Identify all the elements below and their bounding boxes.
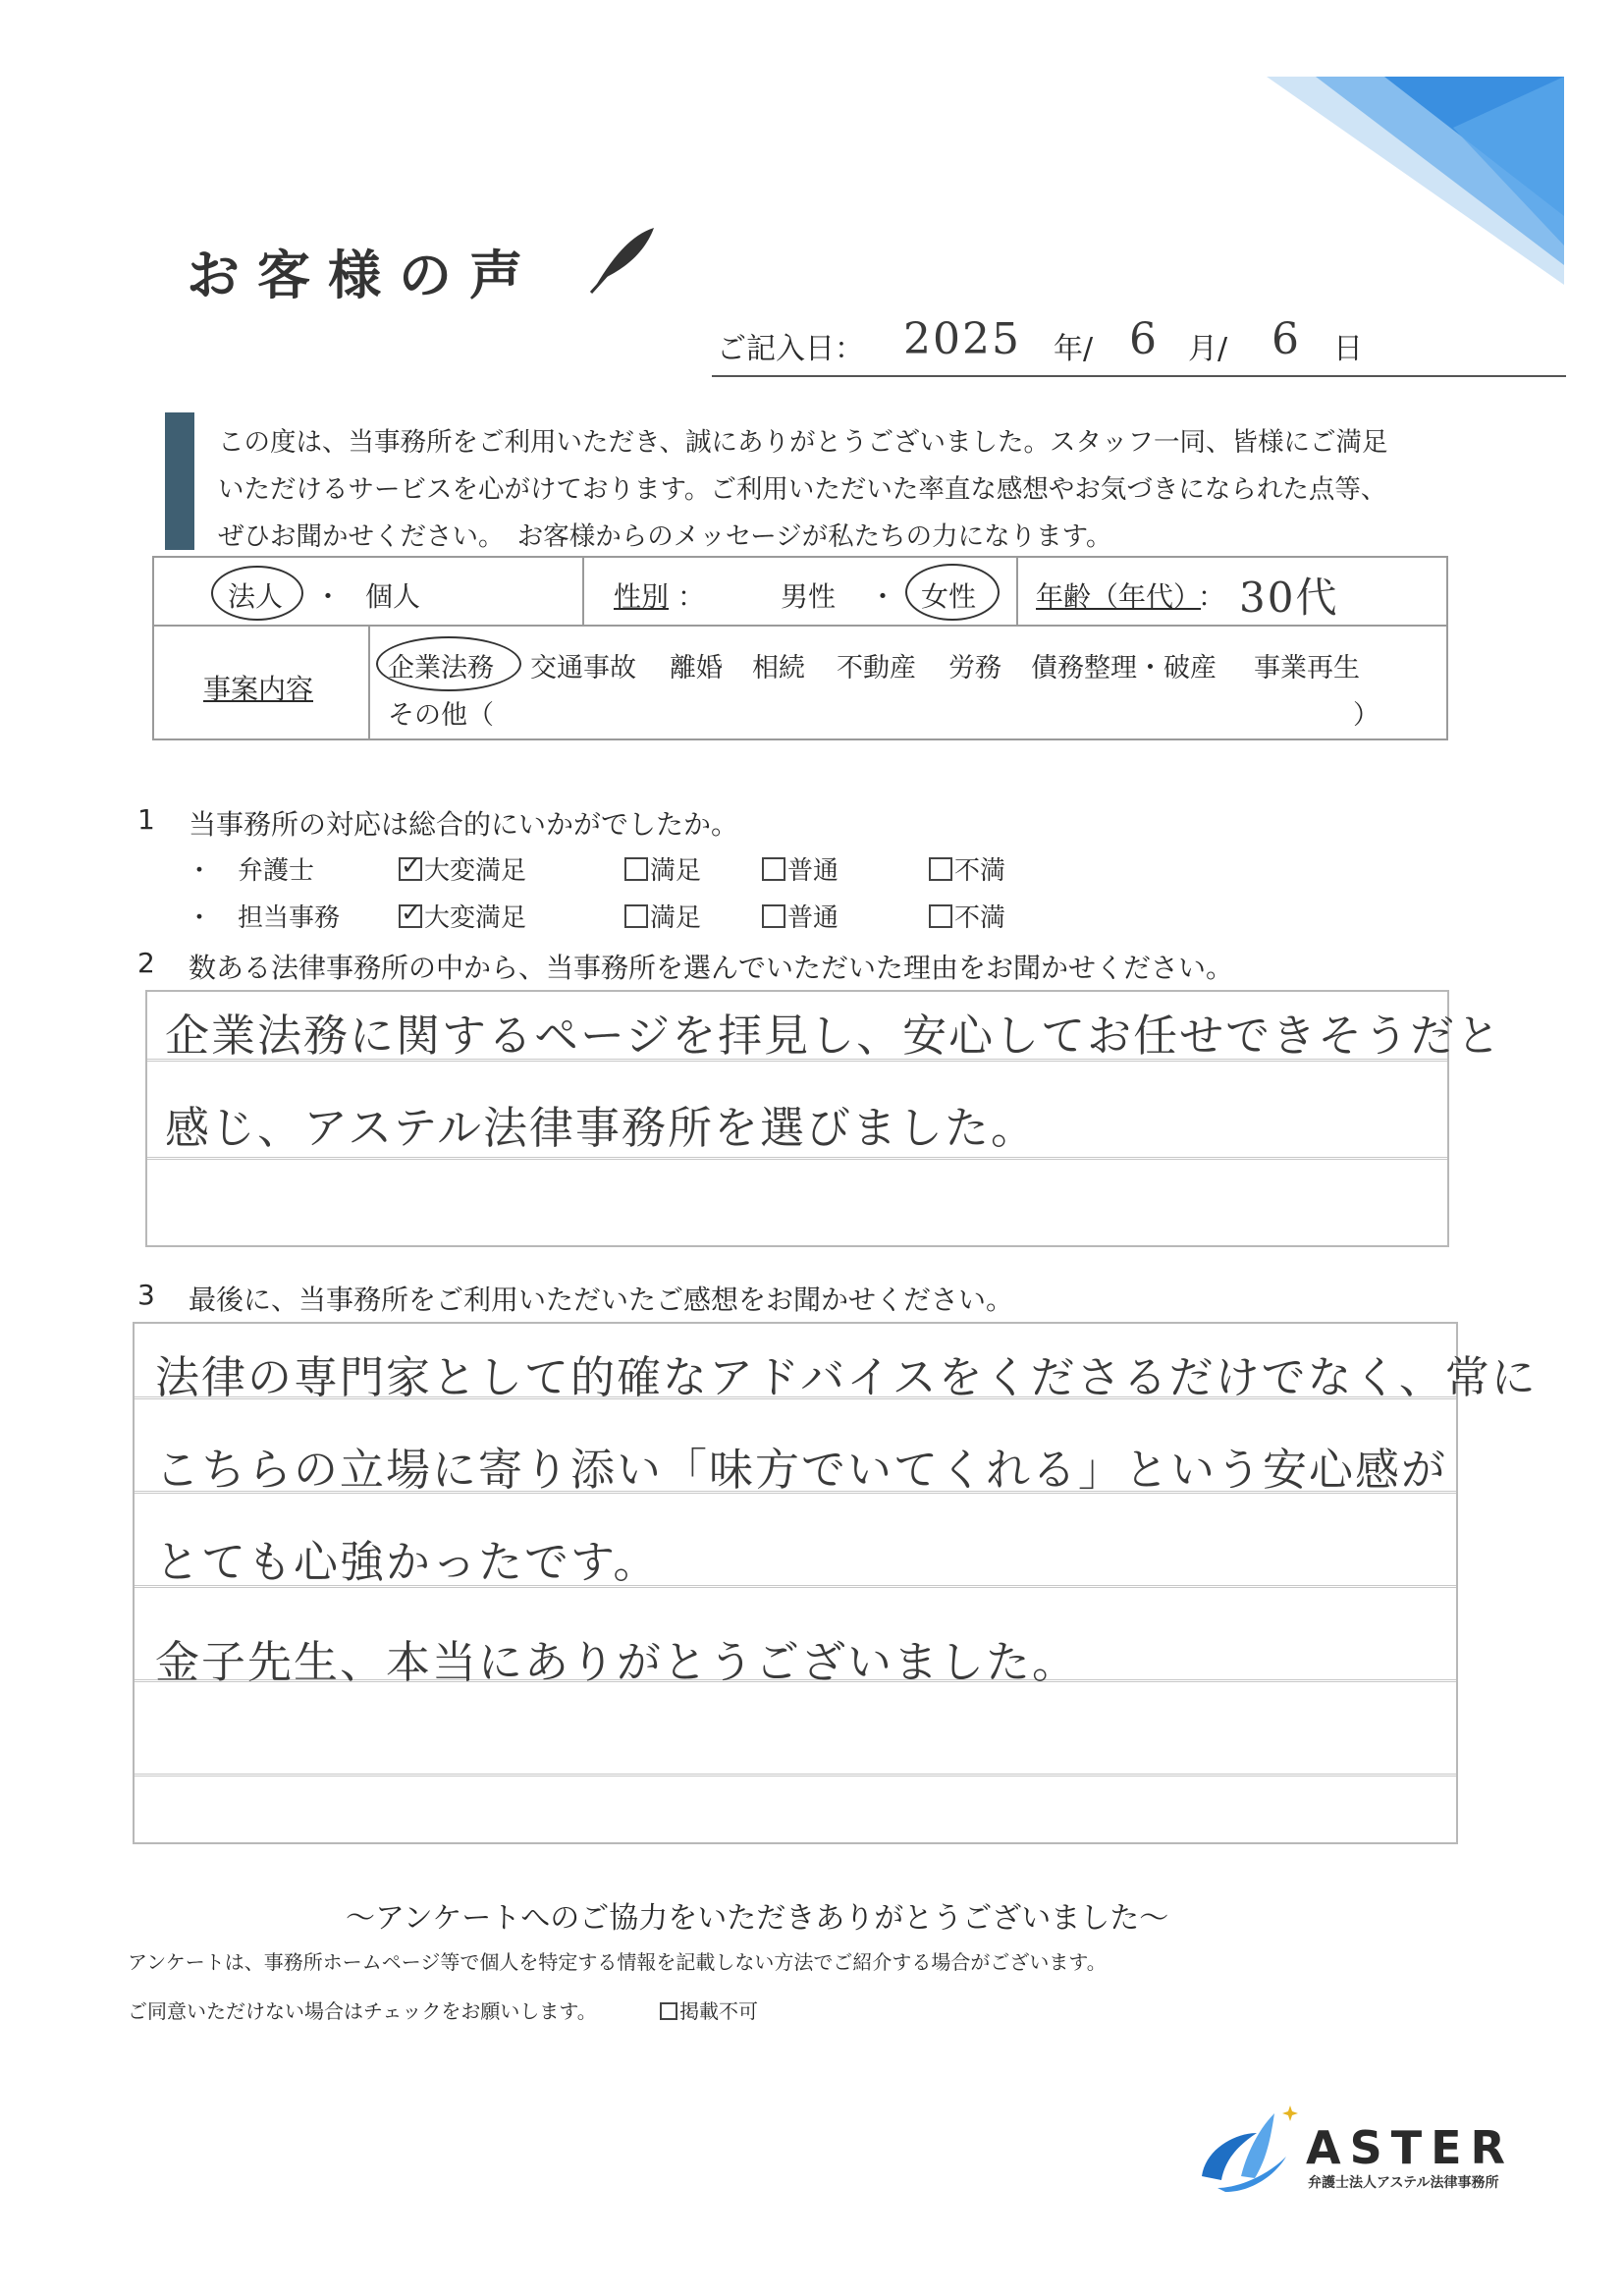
- age-value: 30代: [1239, 574, 1339, 622]
- q3-number: 3: [137, 1279, 155, 1311]
- date-underline: [712, 375, 1566, 377]
- date-day-unit: 日: [1333, 332, 1363, 366]
- q1-bullet: ・: [187, 903, 213, 933]
- checkbox-icon[interactable]: [762, 857, 785, 881]
- checkbox-icon[interactable]: [929, 904, 952, 928]
- checkbox-icon[interactable]: [929, 857, 952, 881]
- q1-option-dissatisfied[interactable]: [929, 898, 1005, 934]
- q1-option-satisfied[interactable]: [624, 898, 701, 934]
- date-label: ご記入日：: [717, 332, 864, 366]
- intro-line-3: ぜひお聞かせください。 お客様からのメッセージが私たちの力になります。: [218, 521, 1112, 552]
- q1-number: 1: [137, 803, 155, 836]
- checkbox-checked-icon[interactable]: [399, 857, 422, 881]
- intro-accent-bar: [165, 412, 194, 550]
- case-item-revitalization[interactable]: 事業再生: [1254, 653, 1360, 683]
- profile-col-divider-case: [368, 625, 370, 740]
- q3-text: 最後に、当事務所をご利用いただいたご感想をお聞かせください。: [189, 1284, 1014, 1316]
- q1-option-dissatisfied[interactable]: [929, 850, 1005, 887]
- case-other-close: ）: [1353, 700, 1380, 731]
- checkbox-checked-icon[interactable]: [399, 904, 422, 928]
- q1-option-normal[interactable]: [762, 850, 839, 887]
- aster-logo-icon: [1196, 2100, 1306, 2194]
- q3-answer-line-1: 法律の専門家として的確なアドバイスをくださるだけでなく、常に: [155, 1351, 1538, 1403]
- type-corporate[interactable]: 法人: [228, 580, 284, 613]
- date-month: 6: [1129, 314, 1159, 364]
- case-item-divorce[interactable]: 離婚: [670, 653, 723, 683]
- gender-separator: ・: [869, 580, 897, 613]
- footer-thanks: 〜アンケートへのご協力をいただきありがとうございました〜: [346, 1901, 1169, 1936]
- option-label: 不満: [954, 856, 1006, 886]
- age-label: 年齢（年代）: [1036, 580, 1202, 613]
- option-label: 不満: [954, 903, 1006, 933]
- no-publish-option[interactable]: [660, 1995, 758, 2024]
- no-publish-label: 掲載不可: [679, 1999, 758, 2023]
- checkbox-icon[interactable]: [624, 857, 648, 881]
- option-label: 大変満足: [424, 903, 527, 933]
- option-label: 普通: [787, 856, 839, 886]
- checkbox-icon[interactable]: [624, 904, 648, 928]
- date-year-unit: 年/: [1054, 332, 1094, 366]
- case-other[interactable]: その他（: [388, 700, 494, 731]
- option-label: 満足: [650, 903, 702, 933]
- corner-decoration: [1257, 69, 1566, 295]
- q1-row-label: 弁護士: [238, 856, 315, 886]
- gender-label: 性別: [614, 580, 670, 613]
- date-month-unit: 月/: [1188, 332, 1228, 366]
- logo-name: ASTER: [1306, 2121, 1514, 2174]
- case-label: 事案内容: [203, 673, 314, 705]
- gender-colon: ：: [677, 580, 706, 613]
- type-individual[interactable]: 個人: [365, 580, 421, 613]
- case-item-traffic[interactable]: 交通事故: [530, 653, 636, 683]
- q2-answer-line-1: 企業法務に関するページを拝見し、安心してお任せできそうだと: [165, 1010, 1503, 1062]
- date-year: 2025: [903, 314, 1021, 364]
- gender-male[interactable]: 男性: [781, 580, 837, 613]
- footer-note: アンケートは、事務所ホームページ等で個人を特定する情報を記載しない方法でご紹介する場合がございます。: [128, 1950, 1107, 1974]
- q2-text: 数ある法律事務所の中から、当事務所を選んでいただいた理由をお聞かせください。: [189, 952, 1234, 984]
- checkbox-icon[interactable]: [660, 2002, 677, 2020]
- footer-consent: ご同意いただけない場合はチェックをお願いします。: [128, 1999, 597, 2023]
- intro-line-1: この度は、当事務所をご利用いただき、誠にありがとうございました。スタッフ一同、皆様にご満足: [218, 427, 1388, 458]
- case-item-debt[interactable]: 債務整理・破産: [1031, 653, 1217, 683]
- checkbox-icon[interactable]: [762, 904, 785, 928]
- q3-answer-line-2: こちらの立場に寄り添い「味方でいてくれる」という安心感が: [155, 1444, 1448, 1496]
- case-item-labor[interactable]: 労務: [948, 653, 1001, 683]
- q1-option-satisfied[interactable]: [624, 850, 701, 887]
- page-title: お客様の声: [187, 245, 540, 306]
- quill-icon: [589, 224, 658, 295]
- case-item-inheritance[interactable]: 相続: [752, 653, 805, 683]
- q3-answer-line-4: 金子先生、本当にありがとうございました。: [155, 1636, 1079, 1688]
- option-label: 普通: [787, 903, 839, 933]
- q1-option-very-satisfied[interactable]: [399, 898, 526, 934]
- case-item-real-estate[interactable]: 不動産: [837, 653, 916, 683]
- q1-row-label: 担当事務: [238, 903, 341, 933]
- age-colon: ：: [1198, 580, 1226, 613]
- q2-answer-line-2: 感じ、アステル法律事務所を選びました。: [165, 1102, 1038, 1154]
- q2-number: 2: [137, 947, 155, 979]
- q3-answer-line-3: とても心強かったです。: [155, 1536, 660, 1588]
- q1-bullet: ・: [187, 856, 213, 886]
- q1-option-normal[interactable]: [762, 898, 839, 934]
- q1-option-very-satisfied[interactable]: [399, 850, 526, 887]
- type-separator: ・: [314, 580, 343, 613]
- q1-row-staff: [0, 898, 1080, 937]
- intro-line-2: いただけるサービスを心がけております。ご利用いただいた率直な感想やお気づきになられた点等、: [218, 474, 1387, 505]
- profile-col-divider-1: [582, 556, 584, 625]
- profile-col-divider-2: [1016, 556, 1018, 625]
- profile-row-divider: [152, 625, 1448, 627]
- option-label: 満足: [650, 856, 702, 886]
- case-item-corporate-law[interactable]: 企業法務: [388, 653, 494, 683]
- date-day: 6: [1271, 314, 1301, 364]
- option-label: 大変満足: [424, 856, 527, 886]
- q1-row-lawyer: [0, 850, 1080, 890]
- logo-subtitle: 弁護士法人アステル法律事務所: [1308, 2175, 1499, 2191]
- gender-female[interactable]: 女性: [921, 580, 977, 613]
- q1-text: 当事務所の対応は総合的にいかがでしたか。: [189, 808, 739, 841]
